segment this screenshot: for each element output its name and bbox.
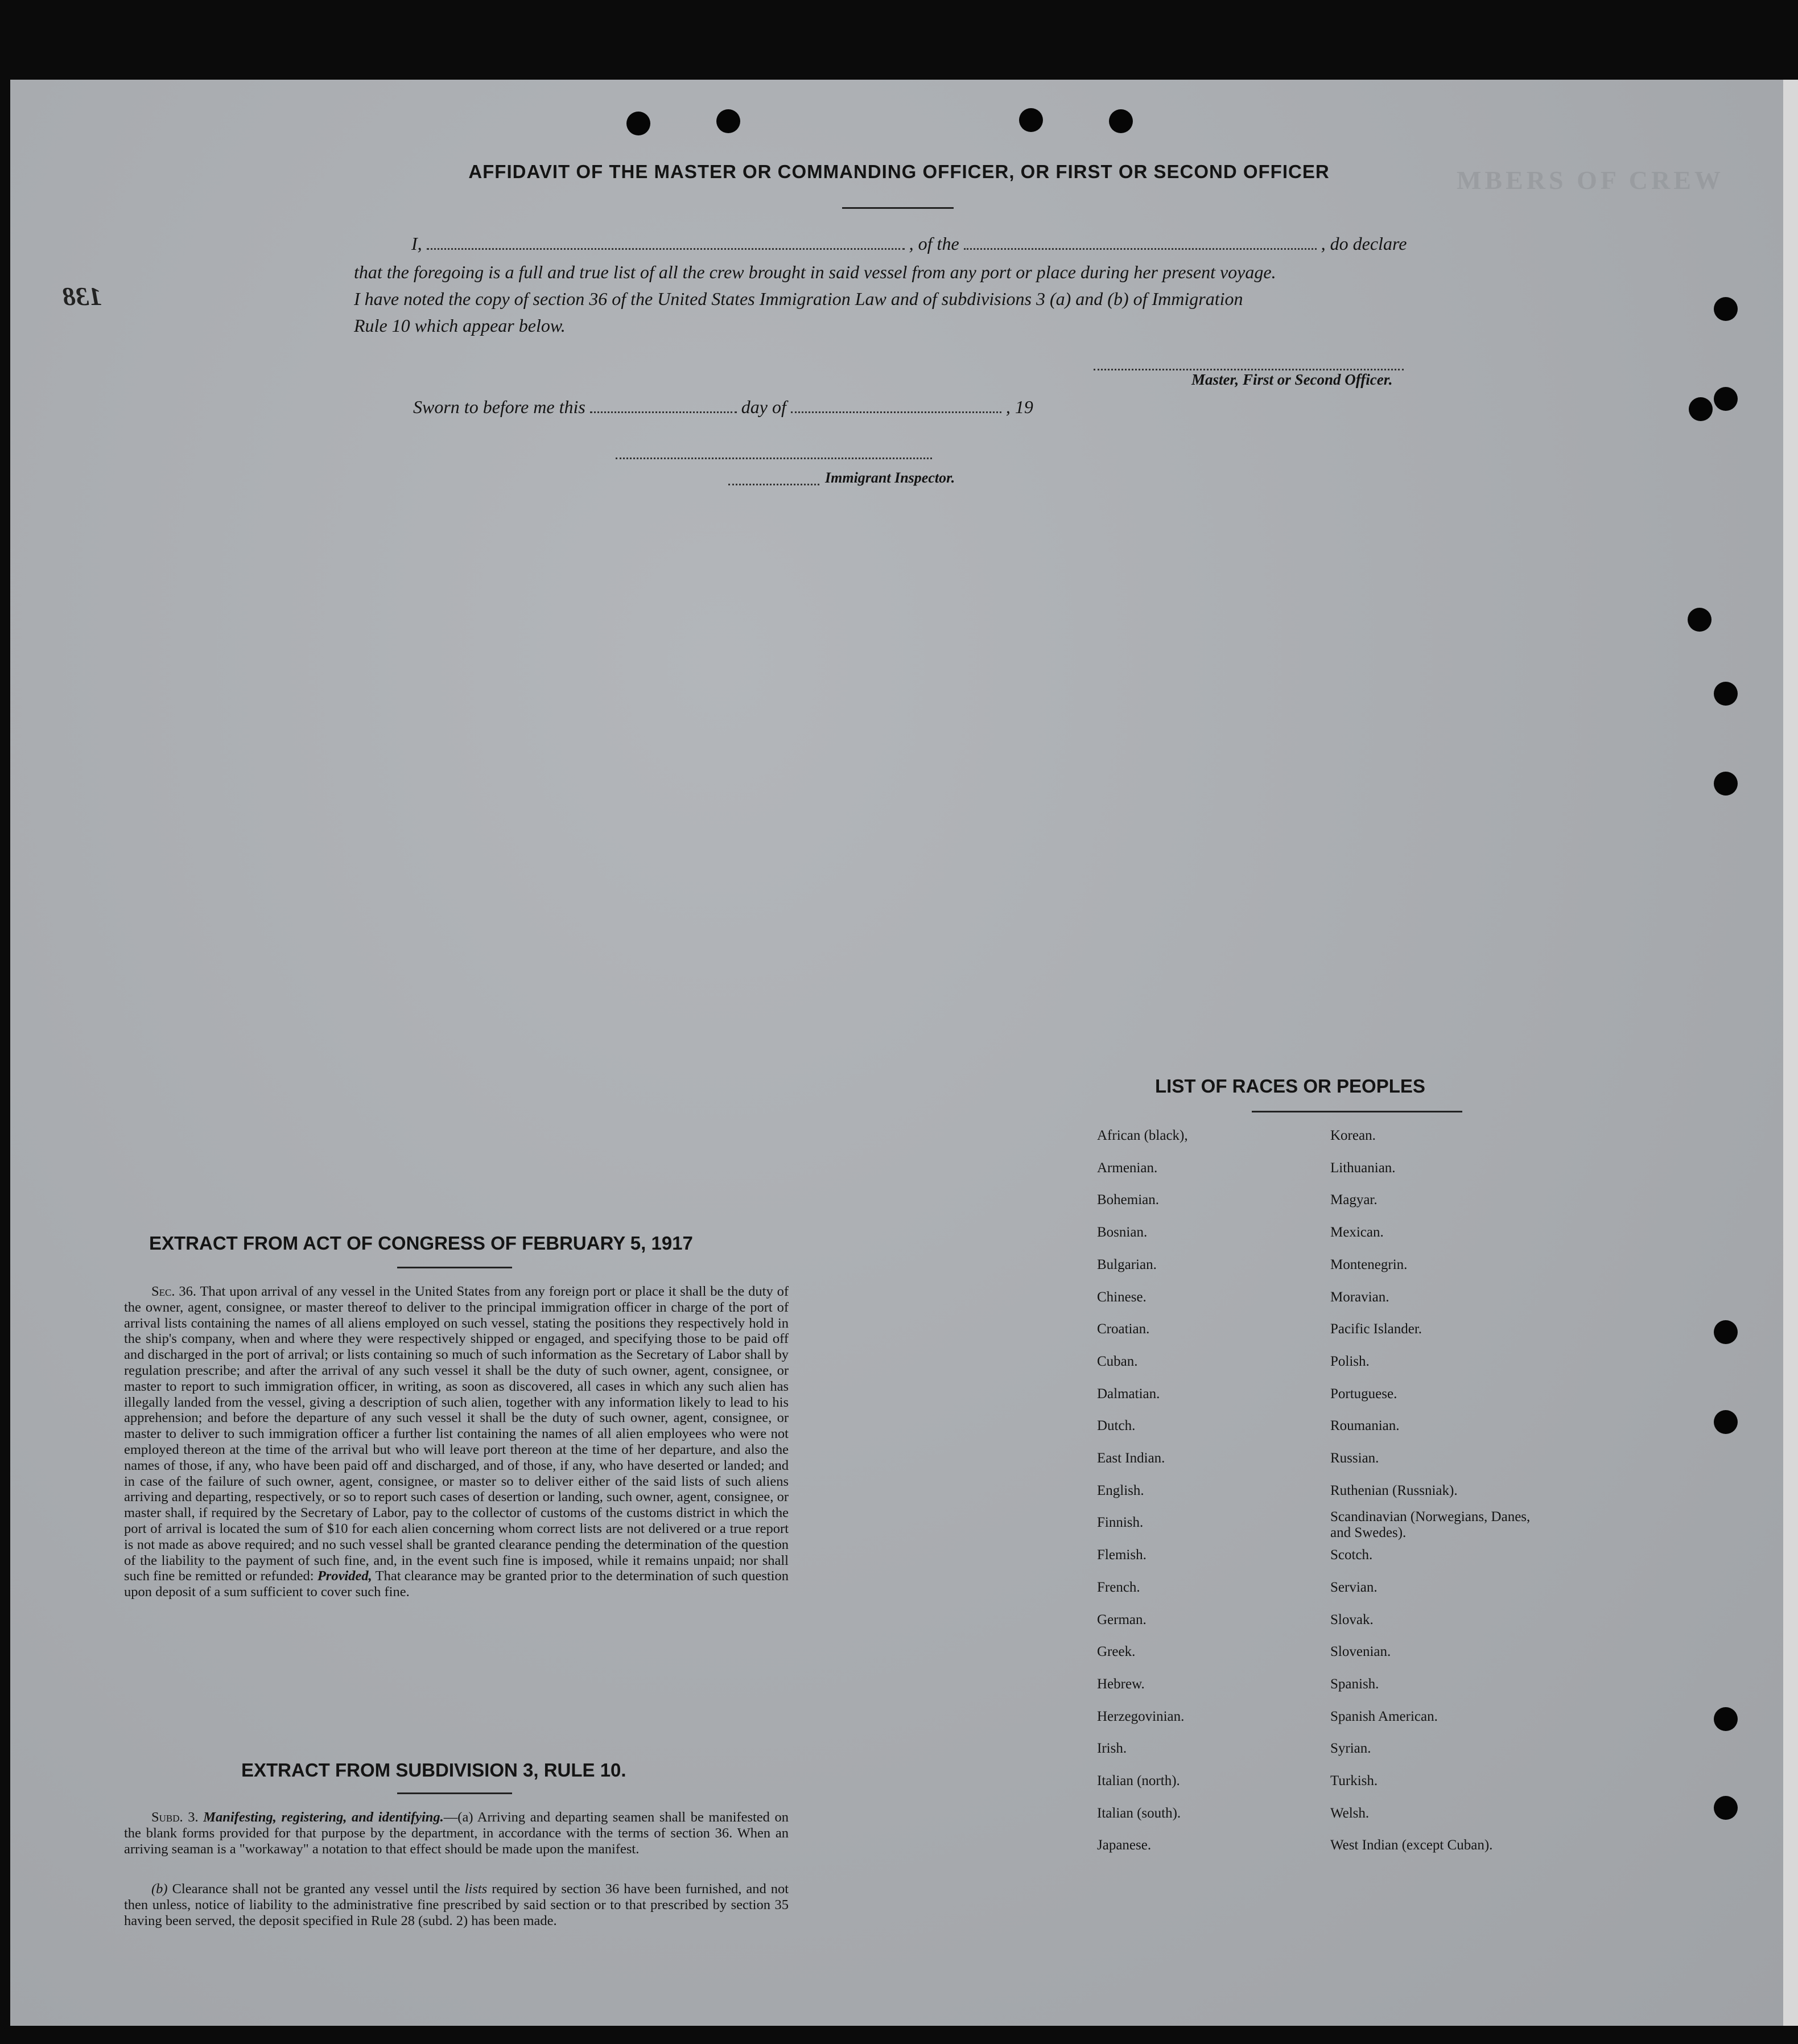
race-item: Cuban. [1097, 1353, 1138, 1369]
affidavit-do-declare-label: , do declare [1321, 233, 1407, 254]
affidavit-line-1 [411, 233, 1407, 254]
affidavit-rule [842, 207, 954, 209]
race-item: Irish. [1097, 1741, 1127, 1757]
affidavit-line-4: Rule 10 which appear below. [354, 315, 566, 336]
punch-hole [1019, 108, 1043, 132]
inspector-lead-line [728, 473, 819, 485]
race-item: Bohemian. [1097, 1192, 1160, 1208]
name-blank [427, 236, 905, 250]
race-item: Scandinavian (Norwegians, Danes, and Swedes). [1330, 1509, 1531, 1541]
page-edge [1783, 80, 1798, 2026]
inspector-label: Immigrant Inspector. [825, 469, 955, 486]
extract-act-text [124, 1284, 789, 1600]
race-item: Herzegovinian. [1097, 1708, 1185, 1724]
punch-hole [1714, 1796, 1738, 1820]
month-blank [791, 399, 1001, 413]
vessel-blank [964, 236, 1317, 250]
race-item: Slovenian. [1330, 1644, 1391, 1660]
extract-rule-rule [397, 1792, 512, 1794]
race-item: Welsh. [1330, 1805, 1370, 1821]
punch-hole [1109, 109, 1133, 133]
provided-text: That clearance may be granted prior to the determination of such question upon deposit of a sum sufficient to cover such fine. [124, 1568, 789, 1600]
race-item: French. [1097, 1579, 1140, 1595]
race-item: Korean. [1330, 1128, 1376, 1143]
race-item: Bulgarian. [1097, 1256, 1157, 1272]
sworn-year: , 19 [1005, 397, 1033, 417]
race-item: Finnish. [1097, 1515, 1144, 1531]
subdivision-b-label: (b) [151, 1881, 168, 1897]
sworn-prefix: Sworn to before me this [413, 397, 585, 417]
punch-hole [1714, 297, 1738, 321]
subdivision-b-text-1: Clearance shall not be granted any vessel until the [172, 1881, 460, 1897]
extract-rule-heading: EXTRACT FROM SUBDIVISION 3, RULE 10. [241, 1759, 626, 1781]
affidavit-heading: AFFIDAVIT OF THE MASTER OR COMMANDING OFFICER, OR FIRST OR SECOND OFFICER [468, 161, 1330, 182]
punch-hole [1714, 1410, 1738, 1434]
race-item: Mexican. [1330, 1225, 1384, 1241]
punch-hole [1688, 608, 1712, 632]
race-item: Servian. [1330, 1579, 1378, 1595]
races-heading: LIST OF RACES OR PEOPLES [1155, 1075, 1425, 1097]
race-item: Ruthenian (Russniak). [1330, 1482, 1458, 1498]
subdivision-a-text: Arriving and departing seamen shall be manifested on the blank forms provided for that purpose by the department, in accordance with the terms of section 36. When an arriving seaman is a "workaway" a notation to that effect should be made upon the manifest. [124, 1810, 789, 1857]
race-item: Montenegrin. [1330, 1256, 1408, 1272]
race-item: Polish. [1330, 1353, 1370, 1369]
subdivision-b-lists: lists [464, 1881, 488, 1897]
affidavit-line-2: that the foregoing is a full and true list of all the crew brought in said vessel from any port or place during her present voyage. [354, 262, 1276, 282]
punch-hole [1714, 772, 1738, 796]
sworn-day-of: day of [741, 397, 786, 417]
punch-hole [626, 112, 650, 135]
race-item: Dutch. [1097, 1418, 1136, 1434]
race-item: Moravian. [1330, 1289, 1389, 1305]
race-item: Russian. [1330, 1450, 1379, 1466]
bleed-through-text: MBERS OF CREW [1457, 166, 1724, 195]
race-item: Italian (south). [1097, 1805, 1181, 1821]
master-signature-line [1094, 356, 1404, 370]
race-item: Slovak. [1330, 1612, 1374, 1627]
section-label: Sec. 36. [151, 1284, 196, 1299]
race-item: Croatian. [1097, 1321, 1150, 1337]
sworn-line [413, 397, 1033, 418]
race-item: Spanish American. [1330, 1708, 1438, 1724]
race-item: Roumanian. [1330, 1418, 1400, 1434]
subdivision-label: Subd. 3. [151, 1810, 199, 1825]
punch-hole [1714, 1707, 1738, 1731]
race-item: Armenian. [1097, 1160, 1158, 1176]
race-item: Lithuanian. [1330, 1160, 1396, 1176]
race-item: Chinese. [1097, 1289, 1147, 1305]
document-page [10, 80, 1785, 2026]
race-item: Turkish. [1330, 1773, 1378, 1788]
race-item: Scotch. [1330, 1547, 1373, 1563]
race-item: Syrian. [1330, 1741, 1371, 1757]
race-item: English. [1097, 1482, 1144, 1498]
races-rule [1252, 1111, 1462, 1112]
affidavit-i-label: I, [411, 233, 422, 254]
affidavit-of-the-label: , of the [909, 233, 959, 254]
punch-hole [1714, 1320, 1738, 1344]
punch-hole [1689, 397, 1713, 421]
race-item: Magyar. [1330, 1192, 1378, 1208]
race-item: Flemish. [1097, 1547, 1147, 1563]
day-blank [590, 399, 737, 413]
provided-label: Provided, [317, 1568, 372, 1584]
master-signature-label: Master, First or Second Officer. [1191, 371, 1393, 388]
page-number: 138 [63, 282, 102, 311]
extract-rule-text-b [124, 1881, 789, 1928]
race-item: Portuguese. [1330, 1386, 1397, 1402]
race-item: African (black), [1097, 1128, 1188, 1143]
race-item: Pacific Islander. [1330, 1321, 1422, 1337]
race-item: Hebrew. [1097, 1676, 1145, 1692]
race-item: Greek. [1097, 1644, 1136, 1660]
race-item: East Indian. [1097, 1450, 1165, 1466]
race-item: Japanese. [1097, 1837, 1152, 1853]
race-item: Dalmatian. [1097, 1386, 1160, 1402]
subdivision-b-text-2: required by section 36 have been furnished, and not then unless, notice of liability to the administrative fine prescribed by said section or to that prescribed by section 35 having been served, the deposit specified in Rule 28 (subd. 2) has been made. [124, 1881, 789, 1928]
extract-act-heading: EXTRACT FROM ACT OF CONGRESS OF FEBRUARY 5, 1917 [149, 1233, 693, 1254]
punch-hole [1714, 387, 1738, 411]
punch-hole [1714, 682, 1738, 706]
race-item: Spanish. [1330, 1676, 1379, 1692]
subdivision-title: Manifesting, registering, and identifying. [203, 1810, 444, 1825]
extract-rule-text-a [124, 1810, 789, 1857]
race-item: West Indian (except Cuban). [1330, 1837, 1493, 1853]
section-text: That upon arrival of any vessel in the United States from any foreign port or place it shall be the duty of the owner, agent, consignee, or master thereof to deliver to the principal immigration officer in charge of the port of arrival lists containing the names of all aliens employed on such vessel, stating the positions they respectively hold in the ship's company, when and where they were respectively shipped or engaged, and specifying those to be paid off and discharged in the port of arrival; or lists containing so much of such information as the Secretary of Labor shall by regulation prescribe; and after the arrival of any such vessel it shall be the duty of such owner, agent, consignee, or master to report to such immigration officer, in writing, as soon as discovered, all cases in which any such alien has illegally landed from the vessel, giving a description of such alien, together with any information likely to lead to his apprehension; and before the departure of any such vessel it shall be the duty of such owner, agent, consignee, or master to deliver to such immigration officer a further list containing the names of all alien employees who were not employed thereon at the time of the arrival but who will leave port thereon at the time of her departure, and also the names of those, if any, who have been paid off and discharged, and of those, if any, who have deserted or landed; and in case of the failure of such owner, agent, consignee, or master so to deliver either of the said lists of such aliens arriving and departing, respectively, or so to report such cases of desertion or landing, such owner, agent, consignee, or master shall, if required by the Secretary of Labor, pay to the collector of customs of the customs district in which the port of arrival is located the sum of $10 for each alien concerning whom correct lists are not delivered or a true report is not made as above required; and no such vessel shall be granted clearance pending the determination of the question of the liability to the payment of such fine, and, in the event such fine is imposed, while it remains unpaid; nor shall such fine be remitted or refunded: [124, 1284, 789, 1584]
extract-act-rule [397, 1267, 512, 1268]
inspector-signature-line [616, 445, 932, 459]
subdivision-a-label: —(a) [443, 1810, 473, 1825]
affidavit-line-3: I have noted the copy of section 36 of the United States Immigration Law and of subdivisions 3 (a) and (b) of Immigration [354, 289, 1243, 309]
punch-hole [716, 109, 740, 133]
race-item: Bosnian. [1097, 1225, 1148, 1241]
race-item: German. [1097, 1612, 1147, 1627]
race-item: Italian (north). [1097, 1773, 1180, 1788]
